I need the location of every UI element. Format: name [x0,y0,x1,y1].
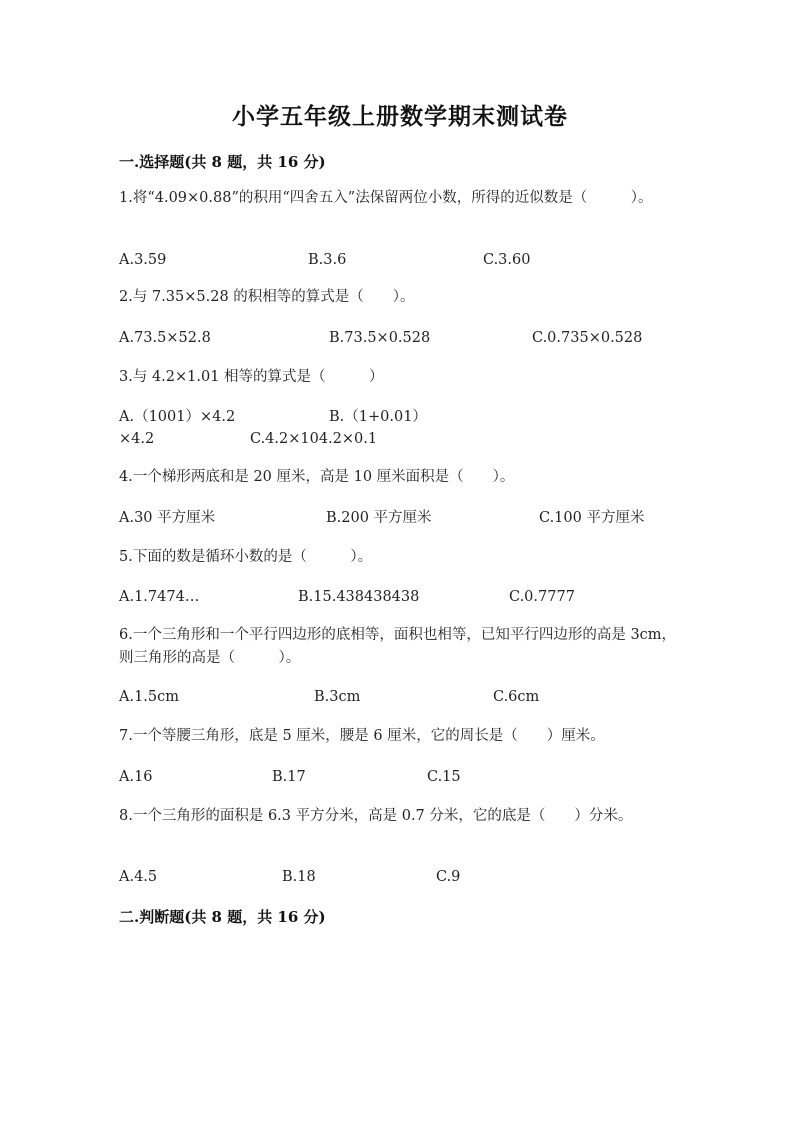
q5-option-c: C.0.7777 [509,589,575,605]
q6-option-c: C.6cm [493,689,540,705]
question-8: 8.一个三角形的面积是 6.3 平方分米，高是 0.7 分米，它的底是（ ）分米。 [119,808,633,824]
q1-option-b: B.3.6 [308,252,347,268]
q2-option-c: C.0.735×0.528 [532,330,643,346]
q3-option-a: A.（1001）×4.2 [119,409,236,425]
q8-option-a: A.4.5 [119,869,158,885]
question-3: 3.与 4.2×1.01 相等的算式是（ ） [119,369,384,385]
q1-option-a: A.3.59 [119,252,167,268]
section-heading-choice: 一.选择题(共 8 题，共 16 分) [119,153,326,171]
q2-option-a: A.73.5×52.8 [119,330,211,346]
q7-option-a: A.16 [119,769,153,785]
section-heading-judgement: 二.判断题(共 8 题，共 16 分) [119,908,326,926]
q1-option-c: C.3.60 [483,252,531,268]
q5-option-a: A.1.7474… [119,589,200,605]
q5-option-b: B.15.438438438 [298,589,420,605]
q3-option-b-continued: ×4.2 [119,431,155,447]
q3-option-c: C.4.2×104.2×0.1 [250,431,378,447]
q6-option-b: B.3cm [314,689,361,705]
question-4: 4.一个梯形两底和是 20 厘米，高是 10 厘米面积是（ ）。 [119,469,515,485]
q7-option-b: B.17 [272,769,306,785]
question-1: 1.将“4.09×0.88”的积用“四舍五入”法保留两位小数，所得的近似数是（ ）。 [119,190,653,206]
q8-option-c: C.9 [436,869,461,885]
question-6: 6.一个三角形和一个平行四边形的底相等，面积也相等，已知平行四边形的高是 3cm，则三角形的高是（ ）。 [119,627,677,666]
q3-option-b: B.（1+0.01） [329,409,427,425]
exam-title: 小学五年级上册数学期末测试卷 [232,103,568,130]
q4-option-c: C.100 平方厘米 [539,510,645,526]
q6-option-a: A.1.5cm [119,689,180,705]
question-7: 7.一个等腰三角形，底是 5 厘米，腰是 6 厘米，它的周长是（ ）厘米。 [119,728,605,744]
question-2: 2.与 7.35×5.28 的积相等的算式是（ ）。 [119,289,415,305]
q4-option-a: A.30 平方厘米 [119,510,216,526]
q4-option-b: B.200 平方厘米 [326,510,432,526]
q2-option-b: B.73.5×0.528 [329,330,431,346]
q7-option-c: C.15 [427,769,461,785]
question-5: 5.下面的数是循环小数的是（ ）。 [119,549,373,565]
q8-option-b: B.18 [282,869,316,885]
